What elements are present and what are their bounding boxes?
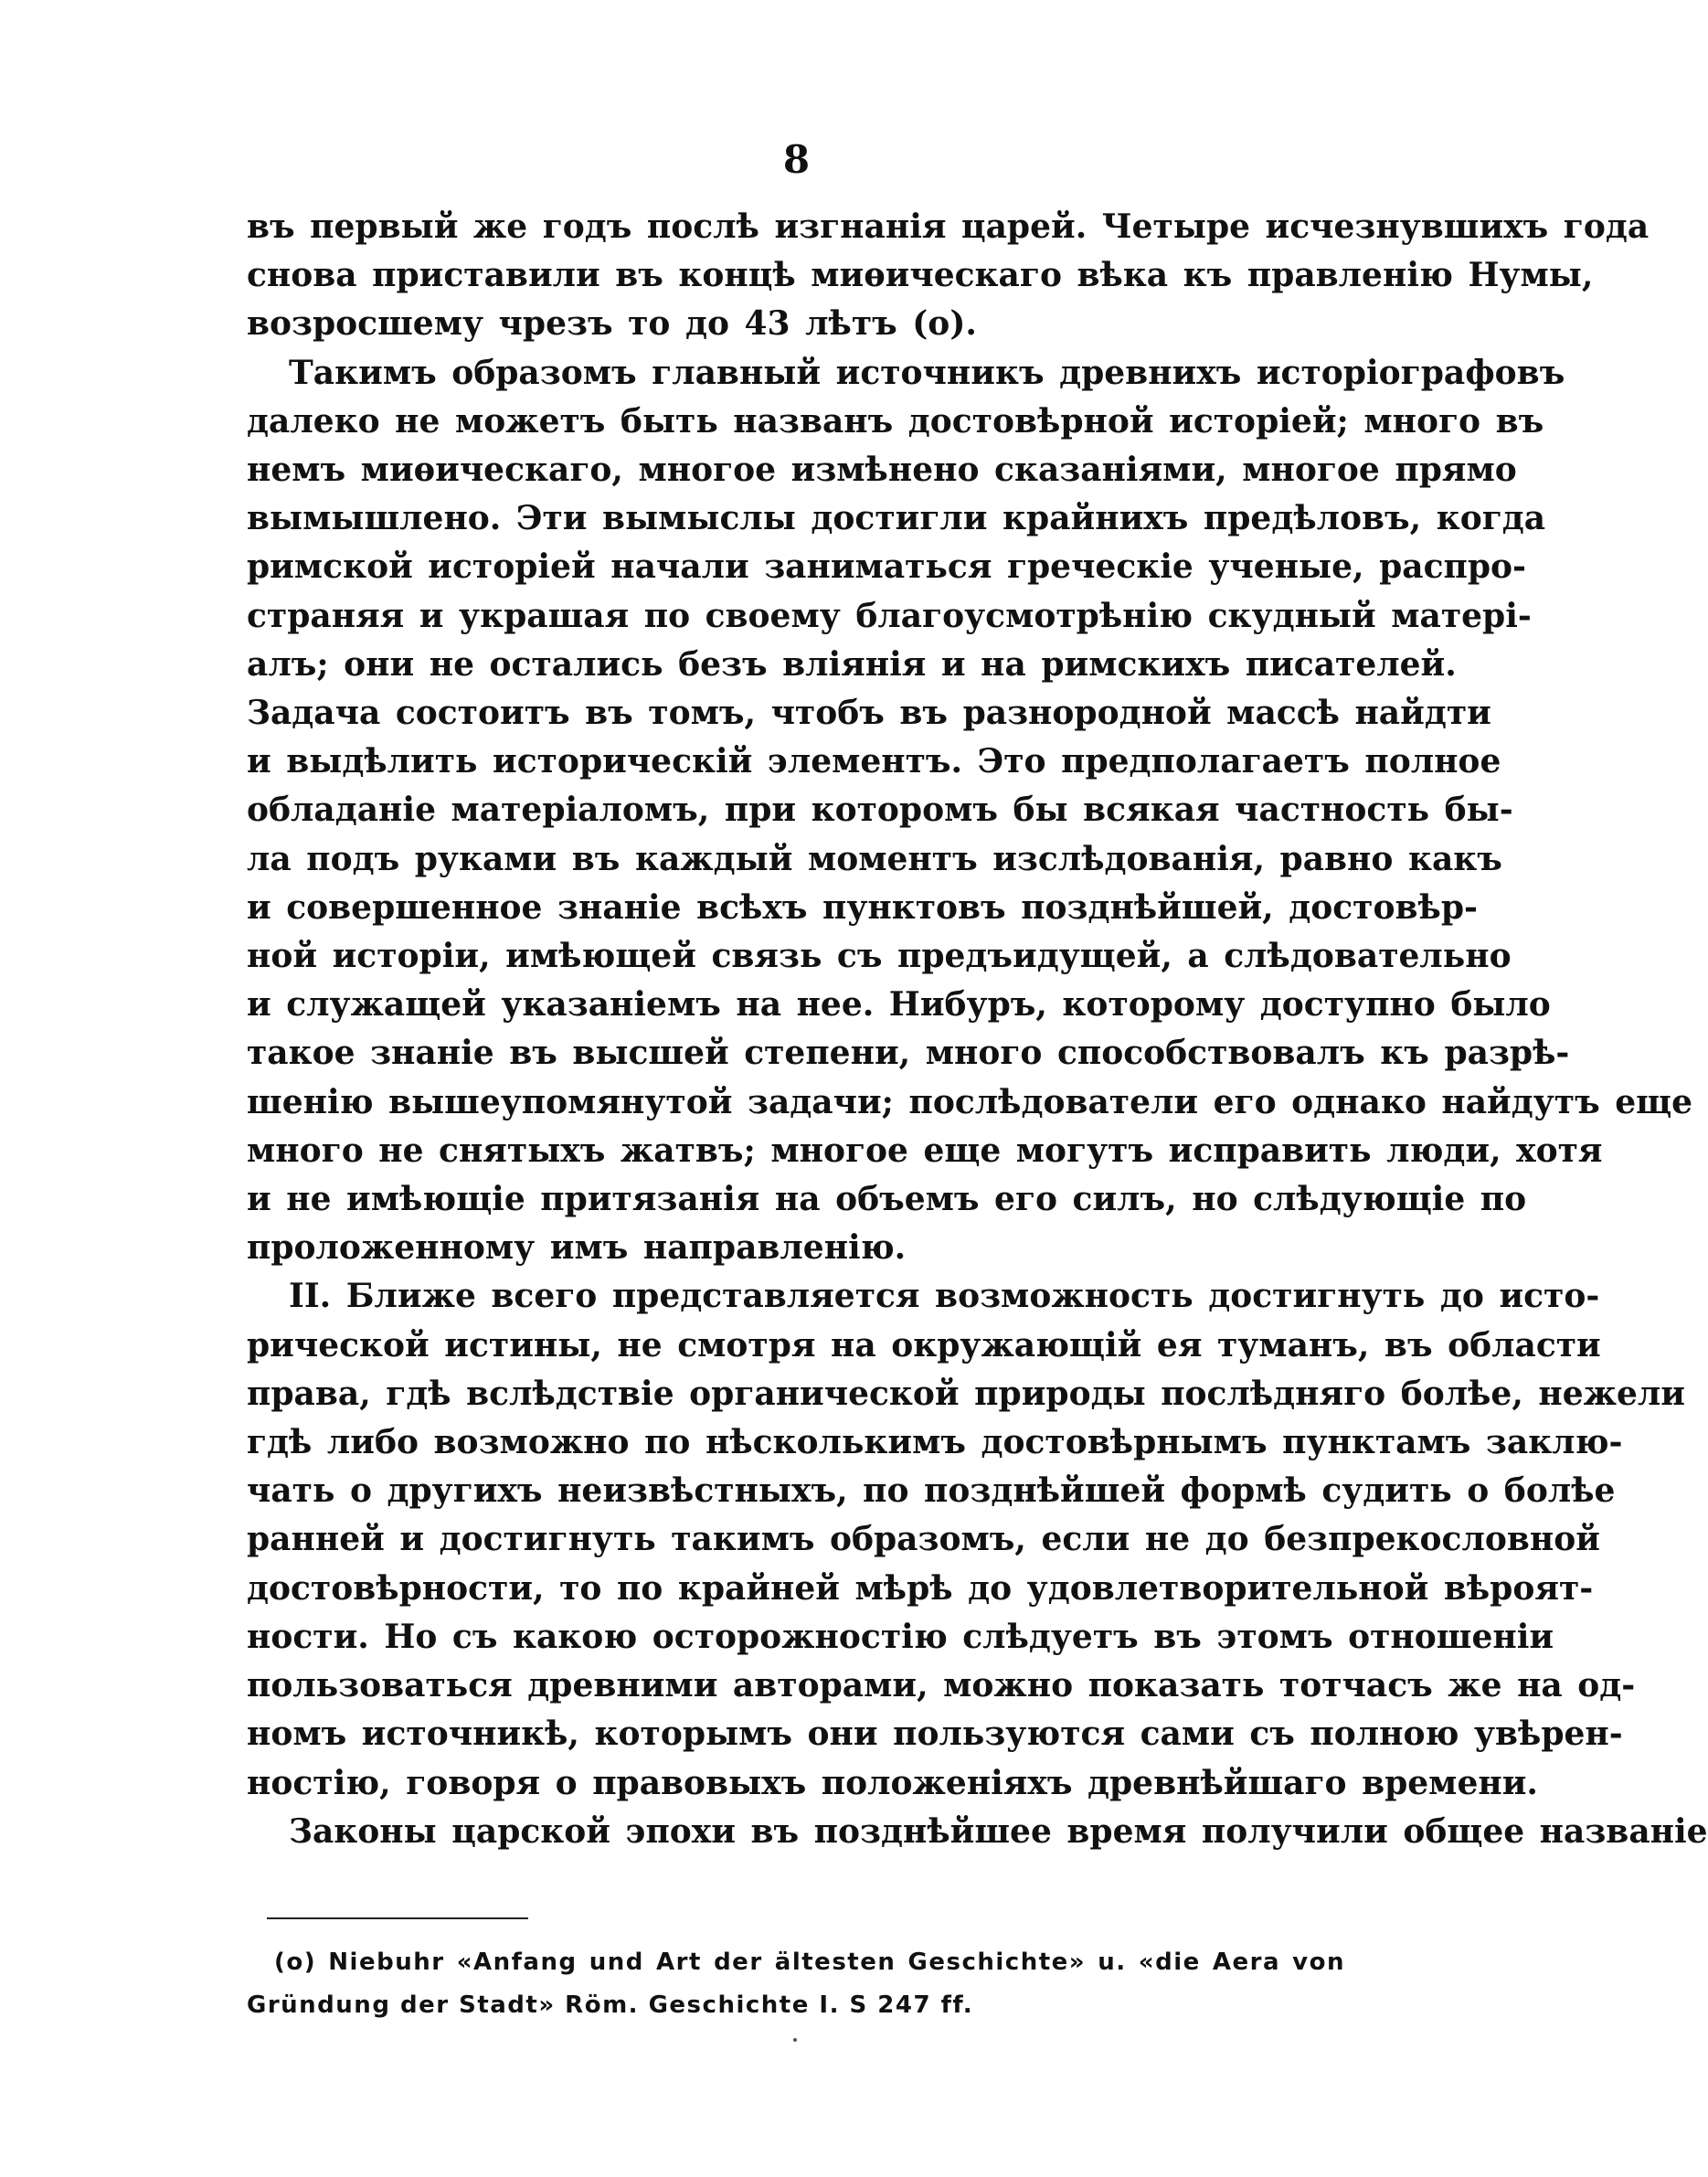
text-line: возросшему чрезъ то до 43 лѣтъ (о). <box>247 304 977 344</box>
footnote-rule <box>267 1917 528 1919</box>
paragraph-2 <box>247 349 1692 1273</box>
text-line: страняя и украшая по своему благоусмотрѣнію скудный матері- <box>247 596 1532 635</box>
text-line: ной исторіи, имѣющей связь съ предъидущей, а слѣдовательно <box>247 937 1512 976</box>
text-line: снова приставили въ концѣ миѳическаго вѣка къ правленію Нумы, <box>247 256 1594 295</box>
text-line: ранней и достигнуть такимъ образомъ, если не до безпрекословной <box>247 1520 1600 1559</box>
text-line: и служащей указаніемъ на нее. Нибуръ, которому доступно было <box>247 985 1551 1025</box>
text-line: ности. Но съ какою осторожностію слѣдуетъ въ этомъ отношеніи <box>247 1617 1554 1656</box>
paragraph-3 <box>247 1272 1685 1807</box>
text-line: ла подъ руками въ каждый моментъ изслѣдованія, равно какъ <box>247 839 1502 878</box>
text-line: далеко не можетъ быть названъ достовѣрной исторіей; много въ <box>247 401 1544 441</box>
text-line: немъ миѳическаго, многое измѣнено сказаніями, многое прямо <box>247 451 1517 490</box>
page-number: 8 <box>782 137 812 182</box>
text-line: гдѣ либо возможно по нѣсколькимъ достовѣрнымъ пунктамъ заклю- <box>247 1423 1623 1462</box>
text-line: обладаніе матеріаломъ, при которомъ бы всякая частность бы- <box>247 791 1513 830</box>
text-line: права, гдѣ вслѣдствіе органической природы послѣдняго болѣе, нежели <box>247 1374 1685 1413</box>
text-line: Законы царской эпохи въ позднѣйшее время получили общее названіе <box>289 1811 1708 1851</box>
text-line: шенію вышеупомянутой задачи; послѣдователи его однако найдутъ еще <box>247 1082 1692 1121</box>
text-line: Задача состоитъ въ томъ, чтобъ въ разнородной массѣ найдти <box>247 694 1491 733</box>
text-line: номъ источникѣ, которымъ они пользуются сами съ полною увѣрен- <box>247 1715 1623 1754</box>
text-line: Такимъ образомъ главный источникъ древнихъ исторіографовъ <box>289 353 1565 392</box>
footnote <box>247 1941 1345 2027</box>
text-line: такое знаніе въ высшей степени, много способствовалъ къ разрѣ- <box>247 1034 1570 1073</box>
paragraph-4 <box>247 1808 1708 1856</box>
paragraph-1 <box>247 203 1650 349</box>
text-line: римской исторіей начали заниматься греческіе ученые, распро- <box>247 547 1526 587</box>
text-line: и не имѣющіе притязанія на объемъ его силъ, но слѣдующіе по <box>247 1180 1527 1219</box>
text-line: въ первый же годъ послѣ изгнанія царей. Четыре исчезнувшихъ года <box>247 207 1650 246</box>
text-line: много не снятыхъ жатвъ; многое еще могутъ исправить люди, хотя <box>247 1131 1603 1170</box>
text-line: чать о другихъ неизвѣстныхъ, по позднѣйшей формѣ судить о болѣе <box>247 1471 1616 1511</box>
text-line: и выдѣлить историческій элементъ. Это предполагаетъ полное <box>247 742 1501 781</box>
text-line: алъ; они не остались безъ вліянія и на римскихъ писателей. <box>247 644 1457 684</box>
text-line: вымышлено. Эти вымыслы достигли крайнихъ предѣловъ, когда <box>247 499 1546 538</box>
footnote-line: (о) Niebuhr «Anfang und Art der ältesten Geschichte» u. «die Aera von <box>274 1949 1345 1976</box>
text-line: рической истины, не смотря на окружающій ея туманъ, въ области <box>247 1325 1601 1365</box>
footnote-line: Gründung der Stadt» Röm. Geschichte I. S 247 ff. <box>247 1991 974 2019</box>
text-line: пользоваться древними авторами, можно показать тотчасъ же на од- <box>247 1666 1636 1705</box>
text-line: достовѣрности, то по крайней мѣрѣ до удовлетворительной вѣроят- <box>247 1568 1594 1608</box>
text-line: проложенному имъ направленію. <box>247 1228 907 1268</box>
text-line: II. Ближе всего представляется возможность достигнуть до исто- <box>289 1277 1600 1316</box>
text-line: и совершенное знаніе всѣхъ пунктовъ позднѣйшей, достовѣр- <box>247 887 1478 927</box>
text-line: ностію, говоря о правовыхъ положеніяхъ древнѣйшаго времени. <box>247 1763 1538 1802</box>
ink-speck <box>793 2038 797 2042</box>
body-text <box>247 203 1708 1856</box>
